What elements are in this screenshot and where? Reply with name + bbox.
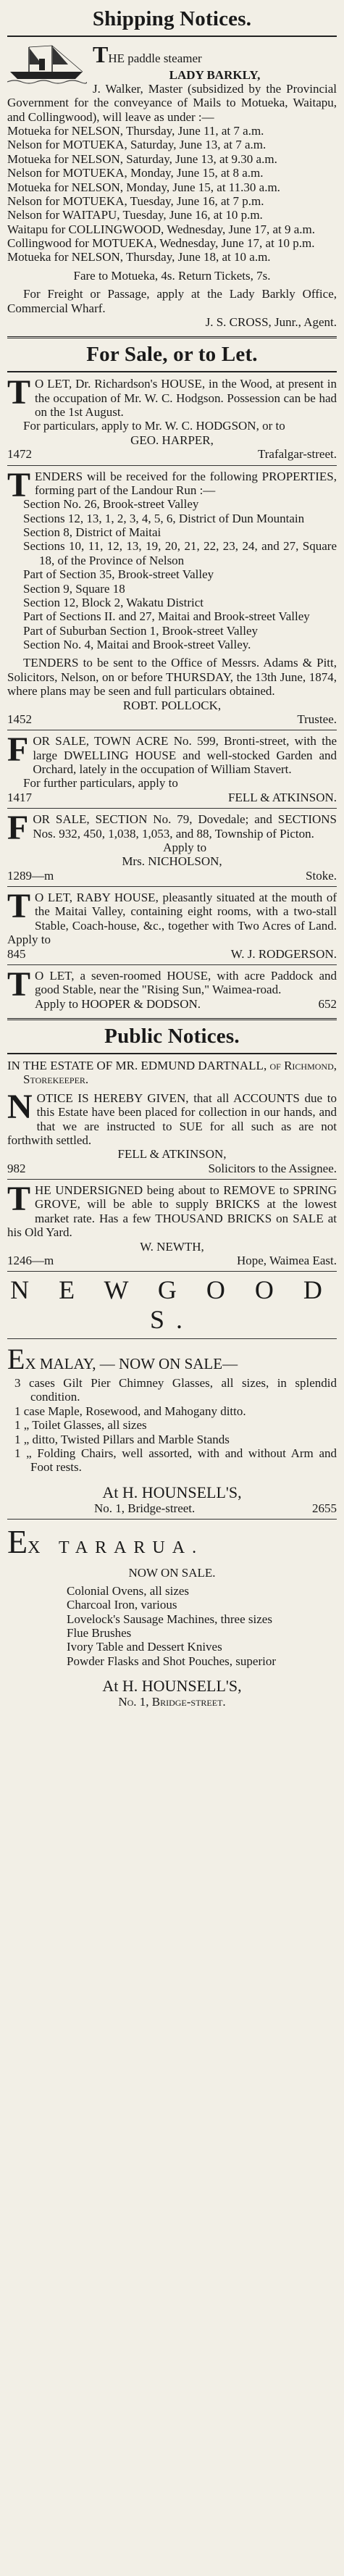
ad-ex-tararua: EX TARARUA. NOW ON SALE. Colonial Ovens, all sizes Charcoal Iron, various Lovelock's Sausage Machines, three sizes Flue Brushes Ivory Table and Dessert Knives Powder Flasks and Shot Pouches, superior At H. HOUNSELL'S, No. 1, Bridge-street. xyxy=(7,1523,337,1709)
list-item: Section 12, Block 2, Wakatu District xyxy=(23,595,204,609)
dropcap: T xyxy=(7,964,31,1004)
divider xyxy=(7,1179,337,1180)
vessel-name: LADY BARKLY, xyxy=(169,67,261,82)
divider xyxy=(7,371,337,372)
schedule-item: Collingwood for MOTUEKA, Wednesday, June 17, at 10 p.m. xyxy=(7,236,315,251)
list-item: Flue Brushes xyxy=(67,1626,132,1641)
newspaper-column xyxy=(7,0,337,1709)
list-item: 1 „ Folding Chairs, well assorted, with and without Arm and Foot rests. xyxy=(14,1446,337,1475)
list-item: 1 „ Toilet Glasses, all sizes xyxy=(14,1418,147,1433)
list-item: Section No. 4, Maitai and Brook-street Valley. xyxy=(23,638,251,652)
list-item: Section No. 26, Brook-street Valley xyxy=(23,497,199,512)
fare-line: Fare to Motueka, 4s. Return Tickets, 7s. xyxy=(73,268,271,283)
ad-dovedale-sections: FOR SALE, SECTION No. 79, Dovedale; and SECTIONS Nos. 932, 450, 1,038, 1,053, and 88, Township of Picton. Apply to Mrs. NICHOLSON, 1289—m Stoke. xyxy=(7,809,337,883)
dropcap: T xyxy=(7,373,31,412)
list-item: Sections 12, 13, 1, 2, 3, 4, 5, 6, District of Dun Mountain xyxy=(23,511,305,525)
notice-dartnall-estate: IN THE ESTATE OF MR. EDMUND DARTNALL, of Richmond, Storekeeper. NOTICE IS HEREBY GIVEN, that all ACCOUNTS due to this Estate have been placed for collection in our hands, and that we are instructed to SUE for all such as are not forthwith settled. FELL & ATKINSON, 982 Solicitors to the Assignee. xyxy=(7,1059,337,1175)
steamer-notice xyxy=(7,41,337,124)
list-item: Colonial Ovens, all sizes xyxy=(67,1583,190,1598)
schedule-item: Nelson for MOTUEKA, Saturday, June 13, at 7 a.m. xyxy=(7,138,267,152)
list-item: 3 cases Gilt Pier Chimney Glasses, all sizes, in splendid condition. xyxy=(14,1376,337,1404)
property-list xyxy=(7,497,337,651)
list-item: Section 9, Square 18 xyxy=(23,581,125,596)
agent-signature: J. S. CROSS, Junr., Agent. xyxy=(205,314,337,329)
dropcap: E xyxy=(7,1523,28,1561)
schedule-item: Motueka for NELSON, Thursday, June 11, at 7 a.m. xyxy=(7,124,264,138)
new-goods-heading: N E W G O O D S. xyxy=(10,1275,334,1335)
divider xyxy=(7,1271,337,1272)
ad-new-goods: N E W G O O D S. EX MALAY, — NOW ON SALE— 3 cases Gilt Pier Chimney Glasses, all sizes, in splendid condition. 1 case Maple, Rosewood, and Mahogany ditto. 1 „ Toilet Glasses, all sizes 1 „ ditto, Twisted Pillars and Marble Stands 1 „ Folding Chairs, well assorted, with and without Arm and Foot rests. At H. HOUNSELL'S, No. 1, Bridge-street. 2655 xyxy=(7,1275,337,1515)
sailing-schedule xyxy=(7,124,337,264)
divider xyxy=(7,336,337,338)
list-item: Charcoal Iron, various xyxy=(67,1598,177,1612)
list-item: Part of Sections II. and 27, Maitai and Brook-street Valley xyxy=(23,609,310,624)
dropcap: T xyxy=(93,41,109,68)
goods-list xyxy=(7,1376,337,1475)
list-item: Part of Section 35, Brook-street Valley xyxy=(23,567,214,582)
dropcap: T xyxy=(7,887,31,926)
schedule-item: Motueka for NELSON, Saturday, June 13, at 9.30 a.m. xyxy=(7,151,277,166)
public-heading: Public Notices. xyxy=(104,1025,240,1049)
notice-bricks: THE UNDERSIGNED being about to REMOVE to SPRING GROVE, will be able to supply BRICKS at the lowest market rate. Has a few THOUSAND BRICKS on SALE at his Old Yard. W. NEWTH, 1246—m Hope, Waimea East. xyxy=(7,1180,337,1267)
list-item: Powder Flasks and Shot Pouches, superior xyxy=(67,1654,276,1668)
list-item: Lovelock's Sausage Machines, three sizes xyxy=(67,1612,272,1626)
schedule-item: Nelson for WAITAPU, Tuesday, June 16, at 10 p.m. xyxy=(7,208,263,222)
divider xyxy=(7,808,337,809)
divider xyxy=(7,886,337,887)
list-item: Sections 10, 11, 12, 13, 19, 20, 21, 22, 23, 24, and 27, Square 18, of the Province of Nelson xyxy=(23,539,337,567)
divider xyxy=(7,1338,337,1339)
ad-landour-tenders: TENDERS will be received for the following PROPERTIES, forming part of the Landour Run :— Section No. 26, Brook-street Valley Sections 12, 13, 1, 2, 3, 4, 5, 6, District of Dun Mountain Section 8, District of Maitai Sections 10, 11, 12, 13, 19, 20, 21, 22, 23, 24, and 27, Square 18, of the Province of Nelson Part of Section 35, Brook-street Valley Section 9, Square 18 Section 12, Block 2, Wakatu District Part of Sections II. and 27, Maitai and Brook-street Valley Part of Suburban Section 1, Brook-street Valley Section No. 4, Maitai and Brook-street Valley. TENDERS to be sent to the Office of Messrs. Adams & Pitt, Solicitors, Nelson, on or before THURSDAY, the 13th June, 1874, where plans may be seen and full particulars obtained. ROBT. POLLOCK, 1452 Trustee. xyxy=(7,465,337,726)
shipping-heading: Shipping Notices. xyxy=(92,7,252,30)
divider xyxy=(7,1519,337,1520)
list-item: Ivory Table and Dessert Knives xyxy=(67,1640,222,1654)
freight-line: For Freight or Passage, apply at the Lady Barkly Office, Commercial Wharf. xyxy=(7,287,337,315)
dropcap: N xyxy=(7,1087,33,1126)
schedule-item: Motueka for NELSON, Thursday, June 18, at 10 a.m. xyxy=(7,250,271,264)
divider xyxy=(7,1018,337,1020)
dropcap: E xyxy=(7,1343,25,1376)
list-item: 1 case Maple, Rosewood, and Mahogany ditto. xyxy=(14,1404,246,1418)
list-item: 1 „ ditto, Twisted Pillars and Marble Stands xyxy=(14,1432,230,1446)
forsale-heading: For Sale, or to Let. xyxy=(86,343,258,367)
ad-raby-house: T O LET, RABY HOUSE, pleasantly situated at the mouth of the Maitai Valley, containing eight rooms, with a two-stall Stable, Coach-house, &c., together with Two Acres of Land. Apply to 845 W. J. RODGERSON. xyxy=(7,887,337,961)
divider xyxy=(7,964,337,965)
list-item: Section 8, District of Maitai xyxy=(23,525,161,540)
divider xyxy=(7,465,337,466)
ad-seven-roomed-house: T O LET, a seven-roomed HOUSE, with acre Paddock and good Stable, near the "Rising Sun," Waimea-road. Apply to HOOPER & DODSON. 652 xyxy=(7,964,337,1011)
dropcap: F xyxy=(7,809,29,848)
ad-richardson-house: T O LET, Dr. Richardson's HOUSE, in the Wood, at present in the occupation of Mr. W. C. Hodgson. Possession can be had on the 1st August. For particulars, apply to Mr. W. C. HODGSON, or to GEO. HARPER, 1472 Trafalgar-street. xyxy=(7,373,337,462)
dropcap: F xyxy=(7,730,29,770)
dropcap: T xyxy=(7,465,31,504)
divider xyxy=(7,1053,337,1054)
ad-town-acre: FOR SALE, TOWN ACRE No. 599, Bronti-street, with the large DWELLING HOUSE and well-stocked Garden and Orchard, lately in the occupation of William Stavert. For further particulars, apply to 1417 FELL & ATKINSON. xyxy=(7,730,337,804)
tararua-list xyxy=(7,1584,337,1668)
dropcap: T xyxy=(7,1180,31,1219)
steamer-ship-icon xyxy=(7,43,87,85)
divider xyxy=(7,36,337,37)
steamer-intro: HE paddle steamer xyxy=(108,51,202,66)
schedule-item: Nelson for MOTUEKA, Tuesday, June 16, at 7 p.m. xyxy=(7,193,264,208)
schedule-item: Nelson for MOTUEKA, Monday, June 15, at 8 a.m. xyxy=(7,166,264,180)
list-item: Part of Suburban Section 1, Brook-street Valley xyxy=(23,623,259,638)
schedule-item: Motueka for NELSON, Monday, June 15, at 11.30 a.m. xyxy=(7,180,280,194)
steamer-intro-2: J. Walker, Master (subsidized by the Provincial Government for the conveyance of Mails to Motueka, Waitapu, and Collingwood), will leave as under :— xyxy=(7,81,337,124)
schedule-item: Waitapu for COLLINGWOOD, Wednesday, June 17, at 9 a.m. xyxy=(7,222,315,236)
